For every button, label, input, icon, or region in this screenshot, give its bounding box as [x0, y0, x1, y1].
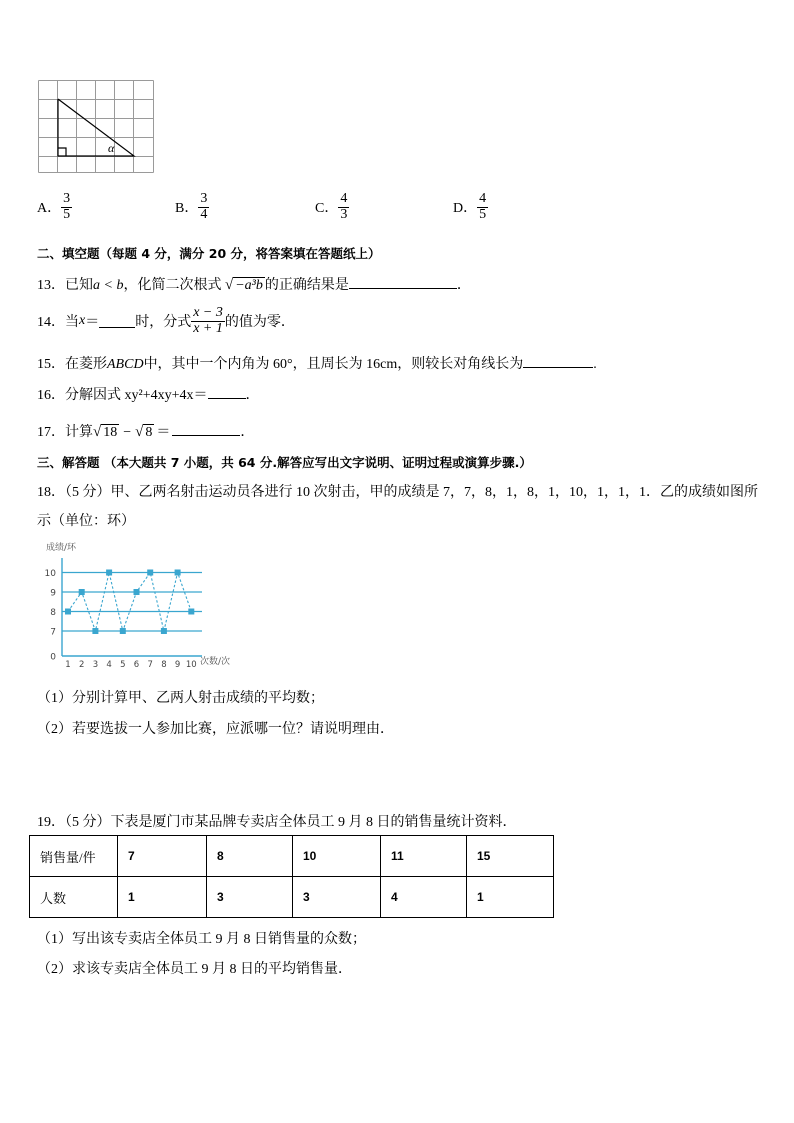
y-tick-label: 9 [50, 588, 56, 599]
question-18-sub2: （2）若要选拔一人参加比赛，应派哪一位？请说明理由． [37, 722, 394, 737]
table-row [30, 877, 554, 918]
answer-blank[interactable] [208, 386, 246, 399]
option-c: C． $\frac{4}{3}$ [315, 191, 348, 222]
x-tick-label: 3 [92, 660, 99, 670]
section2-heading: 二、填空题（每题 4 分，满分 20 分，将答案填在答题纸上） [37, 246, 381, 261]
x-tick-label: 4 [106, 660, 112, 670]
table-row [30, 836, 554, 877]
table-cell: 1 [467, 877, 554, 918]
x-tick-label: 2 [78, 660, 85, 670]
y-tick-label: 10 [44, 569, 56, 579]
data-point [92, 628, 98, 634]
option-d: D． $\frac{4}{5}$ [453, 191, 487, 222]
chart-xlabel: 次数/次 [200, 657, 231, 667]
data-point [161, 628, 167, 634]
sales-table [29, 835, 554, 918]
table-cell: 3 [293, 877, 381, 918]
question-13: 13．已知a < b，化简二次根式 √ −a³b 的正确结果是 ． [37, 277, 471, 293]
triangle-grid-figure [38, 80, 156, 174]
question-17: 17．计算√ 18 − √ 8 ＝ ． [37, 424, 255, 440]
answer-blank[interactable] [349, 276, 457, 289]
data-point [65, 609, 71, 615]
answer-blank[interactable] [523, 355, 593, 368]
table-cell: 11 [381, 836, 467, 877]
question-16: 16．分解因式 xy²+4xy+4x＝ ． [37, 388, 260, 403]
option-b: B． $\frac{3}{4}$ [175, 191, 208, 222]
data-point [188, 609, 194, 615]
data-point [106, 570, 112, 576]
x-tick-label: 5 [120, 660, 126, 670]
question-19-intro: 19．（5 分）下表是厦门市某品牌专卖店全体员工 9 月 8 日的销售量统计资料． [37, 815, 517, 830]
question-14: 14．当x＝ 时，分式 $\frac{x - 3}{x + 1}$ 的值为零． [37, 305, 295, 336]
x-tick-label: 10 [185, 660, 197, 670]
y-tick-label: 0 [50, 652, 56, 663]
data-point [79, 589, 85, 595]
table-cell: 8 [207, 836, 293, 877]
x-tick-label: 8 [161, 660, 167, 670]
y-tick-label: 7 [50, 627, 56, 638]
table-cell: 4 [381, 877, 467, 918]
table-cell: 1 [118, 877, 207, 918]
table-cell: 人数 [30, 877, 118, 918]
table-cell: 3 [207, 877, 293, 918]
chart-ylabel: 成绩/环 [46, 543, 77, 553]
question-19-sub2: （2）求该专卖店全体员工 9 月 8 日的平均销售量． [37, 962, 352, 977]
question-15: 15．在菱形ABCD中，其中一个内角为 60°，且周长为 16cm，则较长对角线长为 . [37, 357, 597, 372]
data-point [134, 589, 140, 595]
question-18-line1: 18．（5 分）甲、乙两名射击运动员各进行 10 次射击，甲的成绩是 7，7，8，1，8，1，10，1，1，1．乙的成绩如图所 [37, 485, 758, 500]
table-cell: 7 [118, 836, 207, 877]
series-line [68, 573, 191, 632]
answer-blank[interactable] [99, 315, 135, 328]
table-cell: 15 [467, 836, 554, 877]
answer-blank[interactable] [172, 423, 240, 436]
question-18-line2: 示（单位：环） [37, 514, 135, 529]
question-18-sub1: （1）分别计算甲、乙两人射击成绩的平均数； [37, 691, 324, 706]
x-tick-label: 1 [65, 660, 71, 670]
section3-heading: 三、解答题 （本大题共 7 小题，共 64 分.解答应写出文字说明、证明过程或演算步骤.） [37, 455, 532, 470]
x-tick-label: 7 [147, 660, 153, 670]
x-tick-label: 9 [174, 660, 181, 670]
x-tick-label: 6 [133, 660, 140, 670]
angle-alpha-label: α [108, 141, 115, 155]
shooting-score-chart [40, 540, 245, 670]
table-cell: 销售量/件 [30, 836, 118, 877]
y-tick-label: 8 [50, 608, 56, 618]
question-19-sub1: （1）写出该专卖店全体员工 9 月 8 日销售量的众数； [37, 932, 366, 947]
option-a: A． $\frac{3}{5}$ [37, 191, 71, 222]
table-cell: 10 [293, 836, 381, 877]
data-point [147, 570, 153, 576]
data-point [175, 570, 181, 576]
data-point [120, 628, 126, 634]
